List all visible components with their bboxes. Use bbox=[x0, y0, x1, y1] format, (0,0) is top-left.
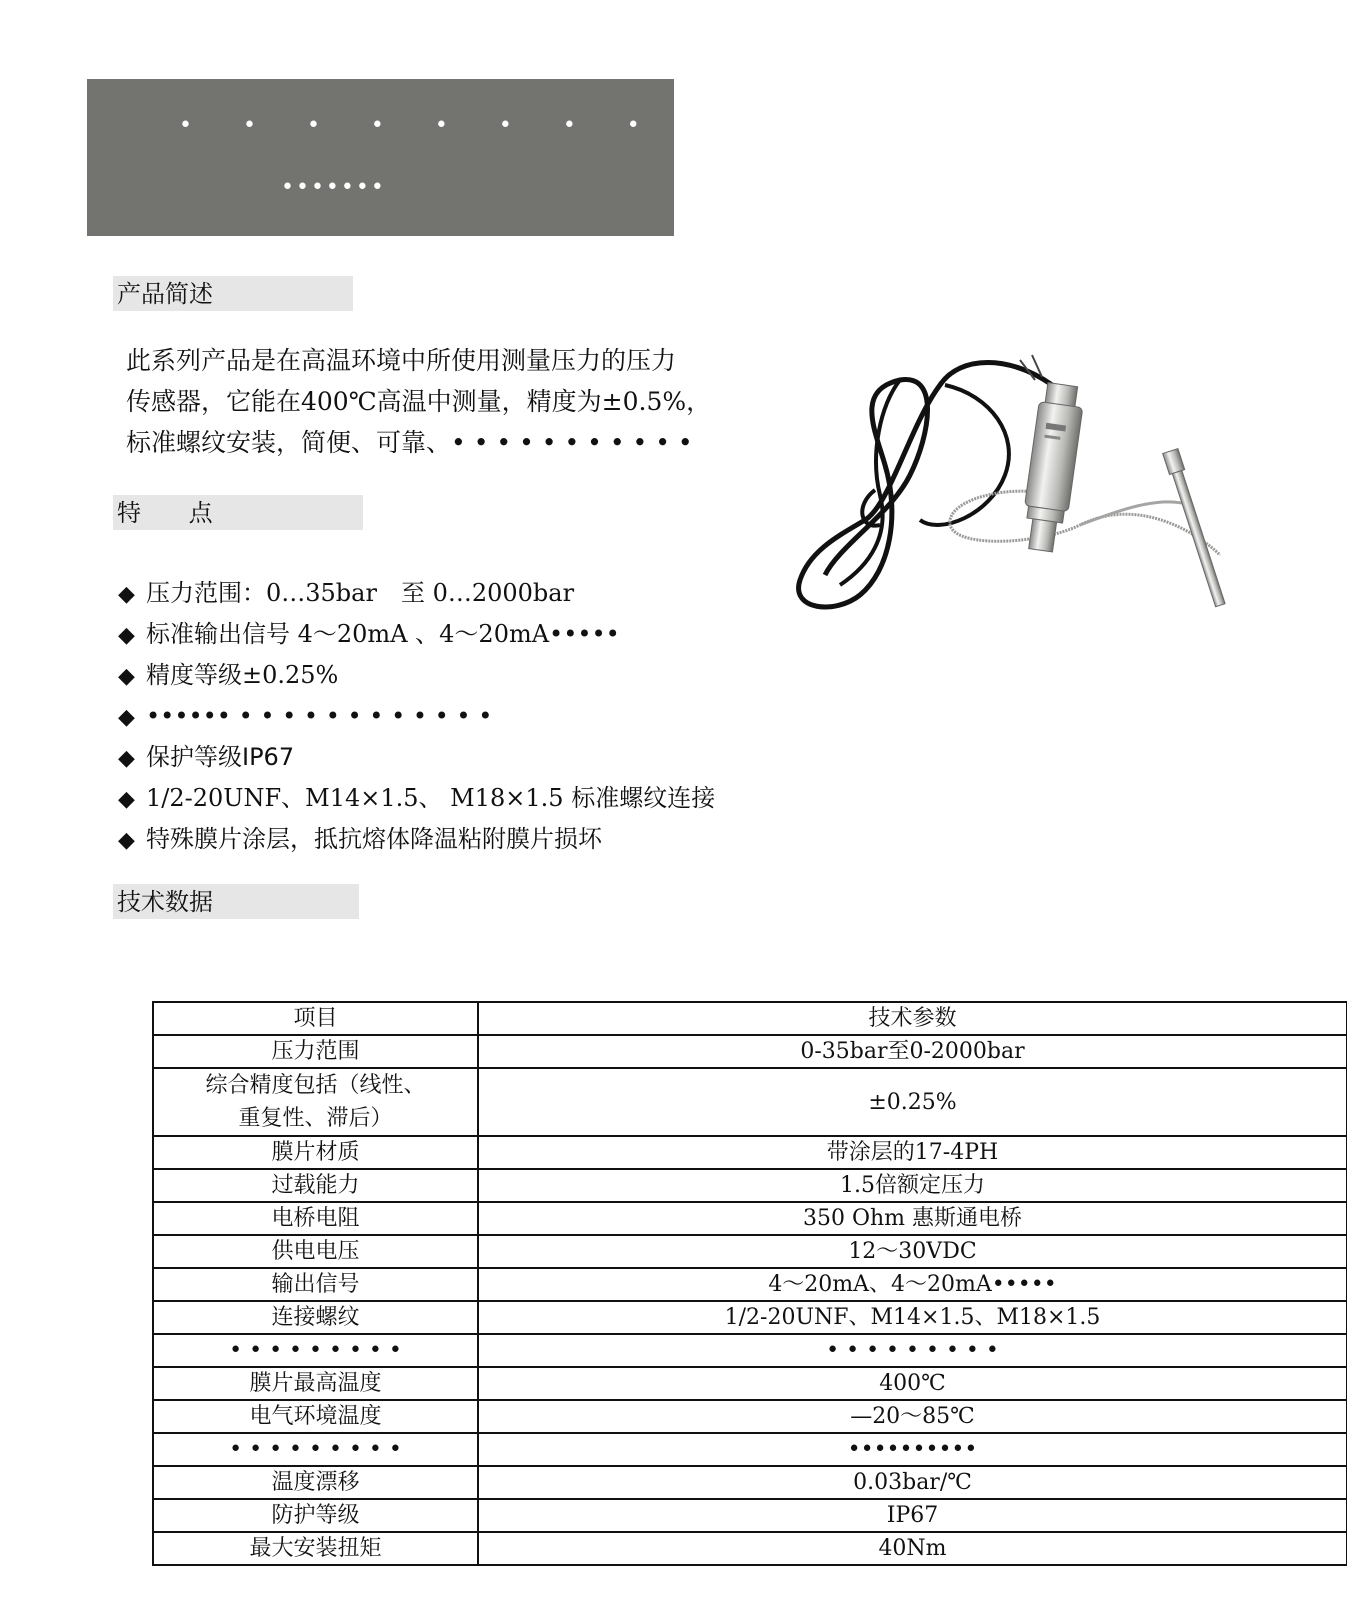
diamond-bullet-icon: ◆ bbox=[118, 787, 135, 812]
diamond-bullet-icon: ◆ bbox=[118, 828, 135, 853]
table-cell: 0.03bar/℃ bbox=[478, 1466, 1347, 1499]
table-cell: 400℃ bbox=[478, 1367, 1347, 1400]
table-row bbox=[153, 1169, 1347, 1202]
product-description bbox=[126, 340, 756, 463]
table-row bbox=[153, 1068, 1347, 1136]
table-cell: 电气环境温度 bbox=[153, 1400, 478, 1433]
feature-text: 标准输出信号 4～20mA 、4～20mA••••• bbox=[146, 620, 620, 648]
table-cell: •••••••••• bbox=[478, 1433, 1347, 1466]
table-cell: 过载能力 bbox=[153, 1169, 478, 1202]
feature-text: 压力范围：0…35bar 至 0…2000bar bbox=[146, 579, 575, 607]
table-cell: ±0.25% bbox=[478, 1068, 1347, 1136]
table-row bbox=[153, 1202, 1347, 1235]
table-row bbox=[153, 1433, 1347, 1466]
table-row bbox=[153, 1532, 1347, 1565]
table-row bbox=[153, 1466, 1347, 1499]
table-cell: 压力范围 bbox=[153, 1035, 478, 1068]
table-cell: —20～85℃ bbox=[478, 1400, 1347, 1433]
table-cell: IP67 bbox=[478, 1499, 1347, 1532]
feature-item bbox=[118, 655, 758, 696]
feature-item bbox=[118, 778, 758, 819]
section-heading-features: 特 点 bbox=[113, 495, 363, 530]
table-row bbox=[153, 1136, 1347, 1169]
table-cell: • • • • • • • • • bbox=[153, 1334, 478, 1367]
table-cell: 1.5倍额定压力 bbox=[478, 1169, 1347, 1202]
table-cell: 温度漂移 bbox=[153, 1466, 478, 1499]
header-banner bbox=[87, 79, 918, 236]
table-header-cell: 技术参数 bbox=[478, 1002, 1347, 1035]
table-row bbox=[153, 1268, 1347, 1301]
table-row bbox=[153, 1301, 1347, 1334]
table-cell: 最大安装扭矩 bbox=[153, 1532, 478, 1565]
diamond-bullet-icon: ◆ bbox=[118, 746, 135, 771]
table-cell: • • • • • • • • • bbox=[478, 1334, 1347, 1367]
diamond-bullet-icon: ◆ bbox=[118, 664, 135, 689]
table-cell: 综合精度包括（线性、 重复性、滞后） bbox=[153, 1068, 478, 1136]
table-cell: 4～20mA、4～20mA••••• bbox=[478, 1268, 1347, 1301]
table-cell: 40Nm bbox=[478, 1532, 1347, 1565]
description-line: 标准螺纹安装，简便、可靠、• • • • • • • • • • • bbox=[126, 428, 693, 457]
feature-text: 精度等级±0.25% bbox=[146, 661, 339, 689]
table-header-cell: 项目 bbox=[153, 1002, 478, 1035]
feature-item bbox=[118, 614, 758, 655]
table-cell: 350 Ohm 惠斯通电桥 bbox=[478, 1202, 1347, 1235]
table-cell: 输出信号 bbox=[153, 1268, 478, 1301]
feature-text: 特殊膜片涂层，抵抗熔体降温粘附膜片损坏 bbox=[146, 825, 602, 853]
table-cell: 0-35bar至0-2000bar bbox=[478, 1035, 1347, 1068]
feature-item bbox=[118, 696, 758, 737]
table-row bbox=[153, 1400, 1347, 1433]
table-cell: 带涂层的17-4PH bbox=[478, 1136, 1347, 1169]
description-line: 传感器，它能在400℃高温中测量，精度为±0.5%， bbox=[126, 387, 712, 416]
table-row bbox=[153, 1334, 1347, 1367]
section-heading-overview: 产品简述 bbox=[113, 276, 353, 311]
diamond-bullet-icon: ◆ bbox=[118, 582, 135, 607]
feature-list bbox=[118, 573, 758, 860]
table-cell: 供电电压 bbox=[153, 1235, 478, 1268]
table-header-row bbox=[153, 1002, 1347, 1035]
table-cell: 1/2-20UNF、M14×1.5、M18×1.5 bbox=[478, 1301, 1347, 1334]
feature-item bbox=[118, 573, 758, 614]
table-cell: 膜片材质 bbox=[153, 1136, 478, 1169]
banner-subtitle-line: ••••••• bbox=[281, 175, 386, 200]
section-heading-techdata: 技术数据 bbox=[113, 884, 359, 919]
pressure-sensor-photo bbox=[780, 345, 1290, 625]
table-cell: 电桥电阻 bbox=[153, 1202, 478, 1235]
table-cell: 膜片最高温度 bbox=[153, 1367, 478, 1400]
feature-item bbox=[118, 737, 758, 778]
table-row bbox=[153, 1367, 1347, 1400]
table-cell: 防护等级 bbox=[153, 1499, 478, 1532]
table-cell: 12～30VDC bbox=[478, 1235, 1347, 1268]
table-row bbox=[153, 1235, 1347, 1268]
feature-text: 保护等级IP67 bbox=[146, 743, 295, 771]
spec-table bbox=[152, 1001, 1347, 1566]
diamond-bullet-icon: ◆ bbox=[118, 623, 135, 648]
feature-item bbox=[118, 819, 758, 860]
table-row bbox=[153, 1499, 1347, 1532]
table-cell: 连接螺纹 bbox=[153, 1301, 478, 1334]
banner-title-line: • • • • • • • • • • • • bbox=[179, 113, 918, 138]
description-line: 此系列产品是在高温环境中所使用测量压力的压力 bbox=[126, 346, 677, 375]
diamond-bullet-icon: ◆ bbox=[118, 705, 135, 730]
table-cell: • • • • • • • • • bbox=[153, 1433, 478, 1466]
feature-text: •••••• • • • • • • • • • • • • bbox=[146, 702, 493, 730]
feature-text: 1/2-20UNF、M14×1.5、 M18×1.5 标准螺纹连接 bbox=[146, 784, 716, 812]
table-row bbox=[153, 1035, 1347, 1068]
